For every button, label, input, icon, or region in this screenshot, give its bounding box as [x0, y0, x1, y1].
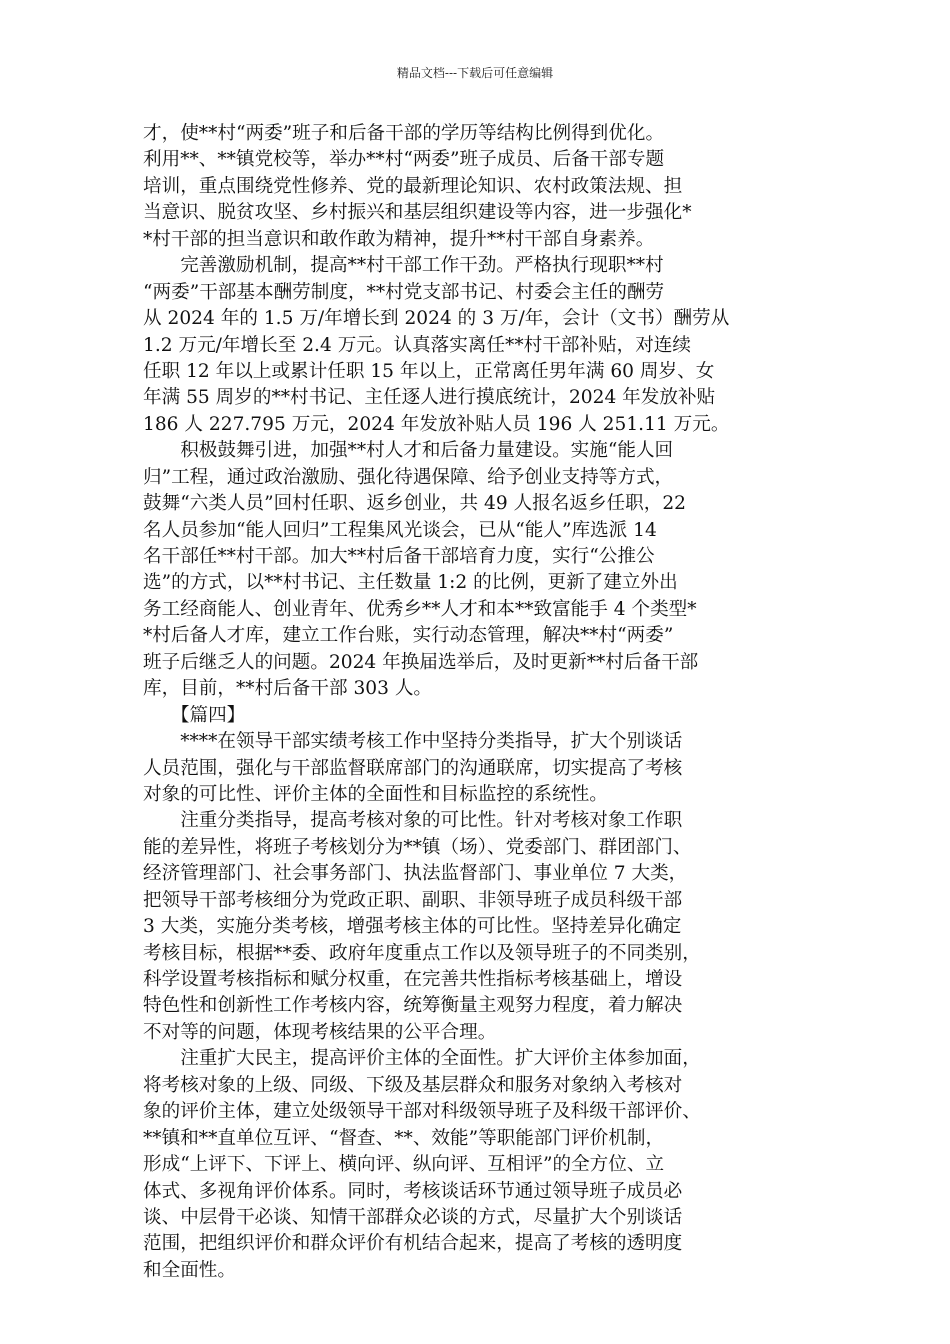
text-line: 培训，重点围绕党性修养、党的最新理论知识、农村政策法规、担: [143, 175, 683, 197]
text-line: ****在领导干部实绩考核工作中坚持分类指导，扩大个别谈话: [143, 731, 683, 753]
text-line: 3 大类，实施分类考核，增强考核主体的可比性。坚持差异化确定: [143, 916, 682, 938]
text-line: *村干部的担当意识和敢作敢为精神，提升**村干部自身素养。: [143, 228, 655, 250]
text-line: 班子后继乏人的问题。2024 年换届选举后，及时更新**村后备干部: [143, 651, 699, 673]
text-line: 科学设置考核指标和赋分权重，在完善共性指标考核基础上，增设: [143, 969, 683, 990]
text-line: 名人员参加“能人回归”工程集风光谈会，已从“能人”库选派 14: [143, 519, 657, 541]
text-line: 186 人 227.795 万元，2024 年发放补贴人员 196 人 251.11 万元。: [143, 413, 730, 435]
text-line: 考核目标，根据**委、政府年度重点工作以及领导班子的不同类别，: [143, 942, 701, 964]
text-line: 对象的可比性、评价主体的全面性和目标监控的系统性。: [143, 783, 608, 805]
text-line: 1.2 万元/年增长至 2.4 万元。认真落实离任**村干部补贴，对连续: [143, 334, 691, 356]
text-line: 鼓舞“六类人员”回村任职、返乡创业，共 49 人报名返乡任职，22: [143, 493, 686, 515]
text-line: 和全面性。: [143, 1259, 236, 1281]
text-line: 将考核对象的上级、同级、下级及基层群众和服务对象纳入考核对: [143, 1074, 683, 1096]
text-line: 范围，把组织评价和群众评价有机结合起来，提高了考核的透明度: [143, 1233, 683, 1255]
text-line: 不对等的问题，体现考核结果的公平合理。: [143, 1021, 497, 1043]
text-line: 完善激励机制，提高**村干部工作干劲。严格执行现职**村: [143, 255, 664, 277]
text-line: 务工经商能人、创业青年、优秀乡**人才和本**致富能手 4 个类型*: [143, 598, 697, 620]
text-line: 象的评价主体，建立处级领导干部对科级领导班子及科级干部评价、: [143, 1101, 701, 1123]
text-line: *村后备人才库，建立工作台账，实行动态管理，解决**村“两委”: [143, 625, 674, 647]
text-line: 谈、中层骨干必谈、知情干部群众必谈的方式，尽量扩大个别谈话: [143, 1206, 683, 1228]
text-line: 名干部任**村干部。加大**村后备干部培育力度，实行“公推公: [143, 546, 655, 567]
text-line: 人员范围，强化与干部监督联席部门的沟通联席，切实提高了考核: [143, 757, 683, 779]
text-line: 特色性和创新性工作考核内容，统筹衡量主观努力程度，着力解决: [143, 995, 683, 1017]
text-line: 形成“上评下、下评上、横向评、纵向评、互相评”的全方位、立: [143, 1154, 665, 1176]
text-line: 当意识、脱贫攻坚、乡村振兴和基层组织建设等内容，进一步强化*: [143, 202, 692, 224]
text-line: 能的差异性，将班子考核划分为**镇（场）、党委部门、群团部门、: [143, 836, 692, 858]
text-line: 注重扩大民主，提高评价主体的全面性。扩大评价主体参加面，: [143, 1048, 701, 1070]
page-header: 精品文档---下载后可任意编辑: [396, 66, 554, 80]
text-line: 库，目前，**村后备干部 303 人。: [143, 678, 433, 700]
document-body: [143, 121, 815, 1284]
text-line: 归”工程，通过政治激励、强化待遇保障、给予创业支持等方式，: [143, 466, 674, 488]
text-line: 把领导干部考核细分为党政正职、副职、非领导班子成员科级干部: [143, 889, 683, 911]
text-line: 年满 55 周岁的**村书记、主任逐人进行摸底统计，2024 年发放补贴: [143, 387, 716, 409]
text-line: 积极鼓舞引进，加强**村人才和后备力量建设。实施“能人回: [143, 440, 674, 462]
text-line: 选”的方式，以**村书记、主任数量 1:2 的比例，更新了建立外出: [143, 572, 678, 594]
text-line: 才，使**村“两委”班子和后备干部的学历等结构比例得到优化。: [143, 123, 665, 144]
text-line: “两委”干部基本酬劳制度，**村党支部书记、村委会主任的酬劳: [143, 281, 665, 303]
text-line: 任职 12 年以上或累计任职 15 年以上，正常离任男年满 60 周岁、女: [143, 360, 715, 382]
text-line: 经济管理部门、社会事务部门、执法监督部门、事业单位 7 大类，: [143, 863, 688, 885]
text-line: 注重分类指导，提高考核对象的可比性。针对考核对象工作职: [143, 810, 683, 832]
text-line: 利用**、**镇党校等，举办**村“两委”班子成员、后备干部专题: [143, 149, 665, 171]
text-line: **镇和**直单位互评、“督查、**、效能”等职能部门评价机制，: [143, 1127, 665, 1149]
text-line: 体式、多视角评价体系。同时，考核谈话环节通过领导班子成员必: [143, 1180, 683, 1202]
text-line: 【篇四】: [143, 704, 246, 726]
text-line: 从 2024 年的 1.5 万/年增长到 2024 的 3 万/年，会计（文书）酬劳从: [143, 308, 730, 330]
